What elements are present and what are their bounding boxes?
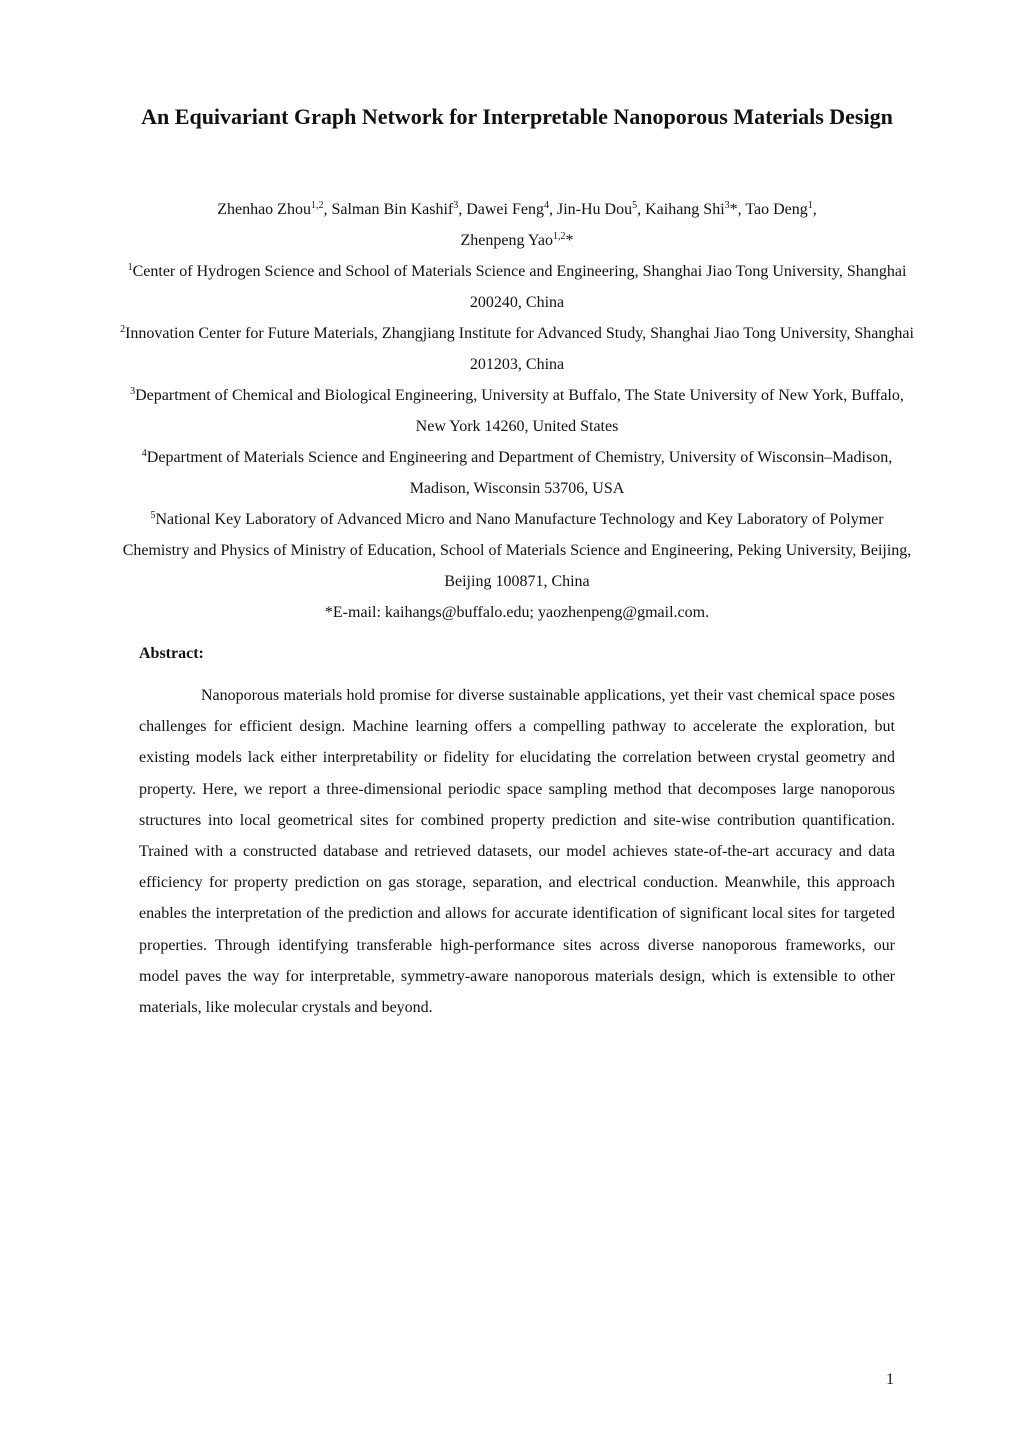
author-affiliation-mark: 3: [724, 200, 730, 211]
affiliation-text: Department of Chemical and Biological Engineering, University at Buffalo, The State University of New York, Buffalo, New York 14260, United States: [135, 387, 904, 435]
affiliation-number: 1: [127, 262, 133, 273]
affiliation-text: Innovation Center for Future Materials, Zhangjiang Institute for Advanced Study, Shanghai Jiao Tong University, Shanghai 201203, China: [125, 325, 914, 373]
author-affiliation-mark: 5: [632, 200, 638, 211]
affiliation-number: 2: [120, 324, 126, 335]
author-name: Zhenpeng Yao: [460, 232, 553, 249]
affiliation-1: [120, 256, 914, 318]
author-affiliation-mark: 1,2: [552, 231, 566, 242]
affiliation-2: [120, 318, 914, 380]
affiliation-text: Department of Materials Science and Engineering and Department of Chemistry, University of Wisconsin–Madison, Madison, Wisconsin 53706, USA: [146, 449, 893, 497]
affiliation-3: [120, 380, 914, 442]
author-affiliation-mark: 1,2: [310, 200, 324, 211]
page-number: 1: [886, 1371, 894, 1388]
abstract-heading: Abstract:: [139, 645, 204, 662]
affiliation-number: 3: [130, 386, 136, 397]
affiliation-text: Center of Hydrogen Science and School of Materials Science and Engineering, Shanghai Jiao Tong University, Shanghai 200240, China: [132, 263, 907, 311]
affiliation-number: 5: [150, 510, 156, 521]
affiliation-number: 4: [141, 448, 147, 459]
author-name: Zhenhao Zhou: [217, 201, 311, 218]
author-list: Zhenhao Zhou$^{1,2}$, Salman Bin Kashif$^3$, Dawei Feng$^4$, Jin-Hu Dou$^5$, Kaihang Shi$^3$*, Tao Deng$^1$, Zhenpeng Yao$^{1,2}$*: [217, 200, 817, 249]
author-name: Kaihang Shi: [645, 201, 725, 218]
author-affiliation-mark: 1: [807, 200, 813, 211]
author-name: Tao Deng: [745, 201, 808, 218]
paper-title: An Equivariant Graph Network for Interpretable Nanoporous Materials Design: [141, 104, 893, 129]
author-name: Jin-Hu Dou: [556, 201, 633, 218]
author-affiliation-mark: 4: [543, 200, 549, 211]
author-name: Salman Bin Kashif: [331, 201, 454, 218]
author-name: Dawei Feng: [466, 201, 544, 218]
affiliation-5: [120, 504, 914, 597]
front-matter: [120, 194, 914, 628]
author-affiliation-mark: 3: [453, 200, 459, 211]
affiliation-text: National Key Laboratory of Advanced Micro and Nano Manufacture Technology and Key Laboratory of Polymer Chemistry and Physics of Ministry of Education, School of Materials Science and Engineering, Peking University, Beijing, Beijing 100871, China: [122, 511, 912, 590]
corresponding-email: *E-mail: kaihangs@buffalo.edu; yaozhenpeng@gmail.com.: [324, 604, 710, 621]
abstract-body: Nanoporous materials hold promise for diverse sustainable applications, yet their vast chemical space poses challenges for efficient design. Machine learning offers a compelling pathway to accelerate the exploration, but existing models lack either interpretability or fidelity for elucidating the correlation between crystal geometry and property. Here, we report a three-dimensional periodic space sampling method that decomposes large nanoporous structures into local geometrical sites for combined property prediction and site-wise contribution quantification. Trained with a constructed database and retrieved datasets, our model achieves state-of-the-art accuracy and data efficiency for property prediction on gas storage, separation, and electrical conduction. Meanwhile, this approach enables the interpretation of the prediction and allows for accurate identification of significant local sites for targeted properties. Through identifying transferable high-performance sites across diverse nanoporous frameworks, our model paves the way for interpretable, symmetry-aware nanoporous materials design, which is extensible to other materials, like molecular crystals and beyond.: [139, 687, 895, 1017]
affiliation-4: [120, 442, 914, 504]
